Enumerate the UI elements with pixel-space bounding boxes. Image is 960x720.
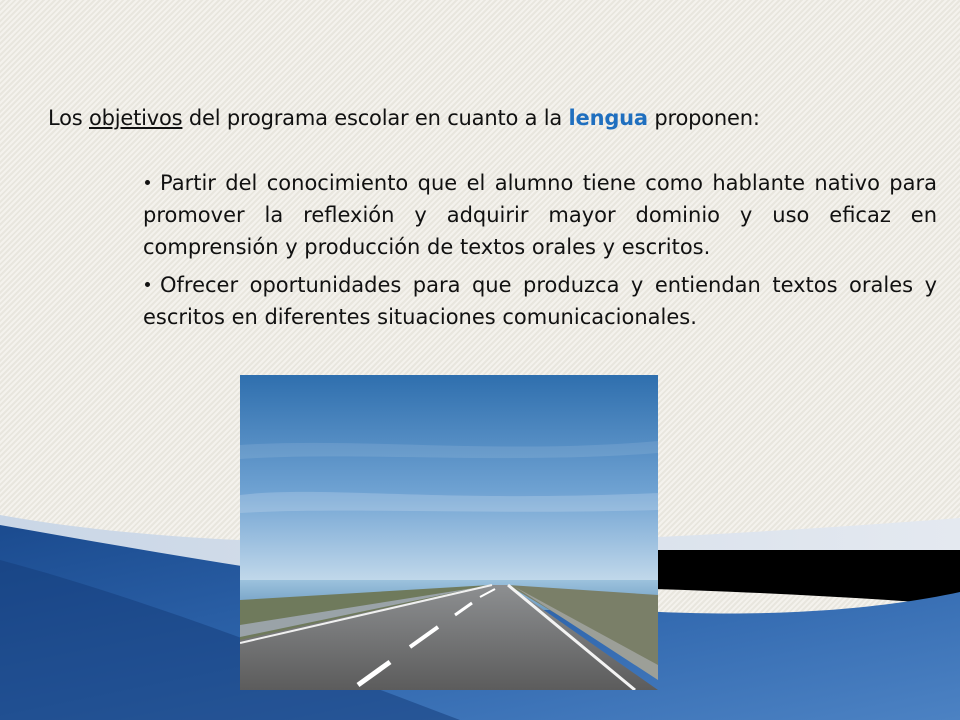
- sky: [240, 375, 658, 587]
- bullet-list: [143, 167, 937, 339]
- intro-highlight-word: lengua: [568, 106, 648, 130]
- bullet-dot-icon: [145, 180, 150, 185]
- bullet-dot-icon: [145, 282, 150, 287]
- intro-post: proponen:: [647, 106, 760, 130]
- intro-underlined-word: objetivos: [89, 106, 183, 130]
- intro-pre: Los: [48, 106, 89, 130]
- highway-photo: [240, 375, 658, 690]
- bullet-text: Ofrecer oportunidades para que produzca y entiendan textos orales y escritos en diferentes situaciones comunicacionales.: [143, 273, 937, 329]
- bullet-text: Partir del conocimiento que el alumno tiene como hablante nativo para promover la reflexión y adquirir mayor dominio y uso eficaz en comprensión y producción de textos orales y escritos.: [143, 171, 937, 259]
- intro-sentence: [48, 106, 760, 130]
- intro-mid: del programa escolar en cuanto a la: [182, 106, 569, 130]
- bullet-item: [143, 167, 937, 263]
- bullet-item: [143, 269, 937, 333]
